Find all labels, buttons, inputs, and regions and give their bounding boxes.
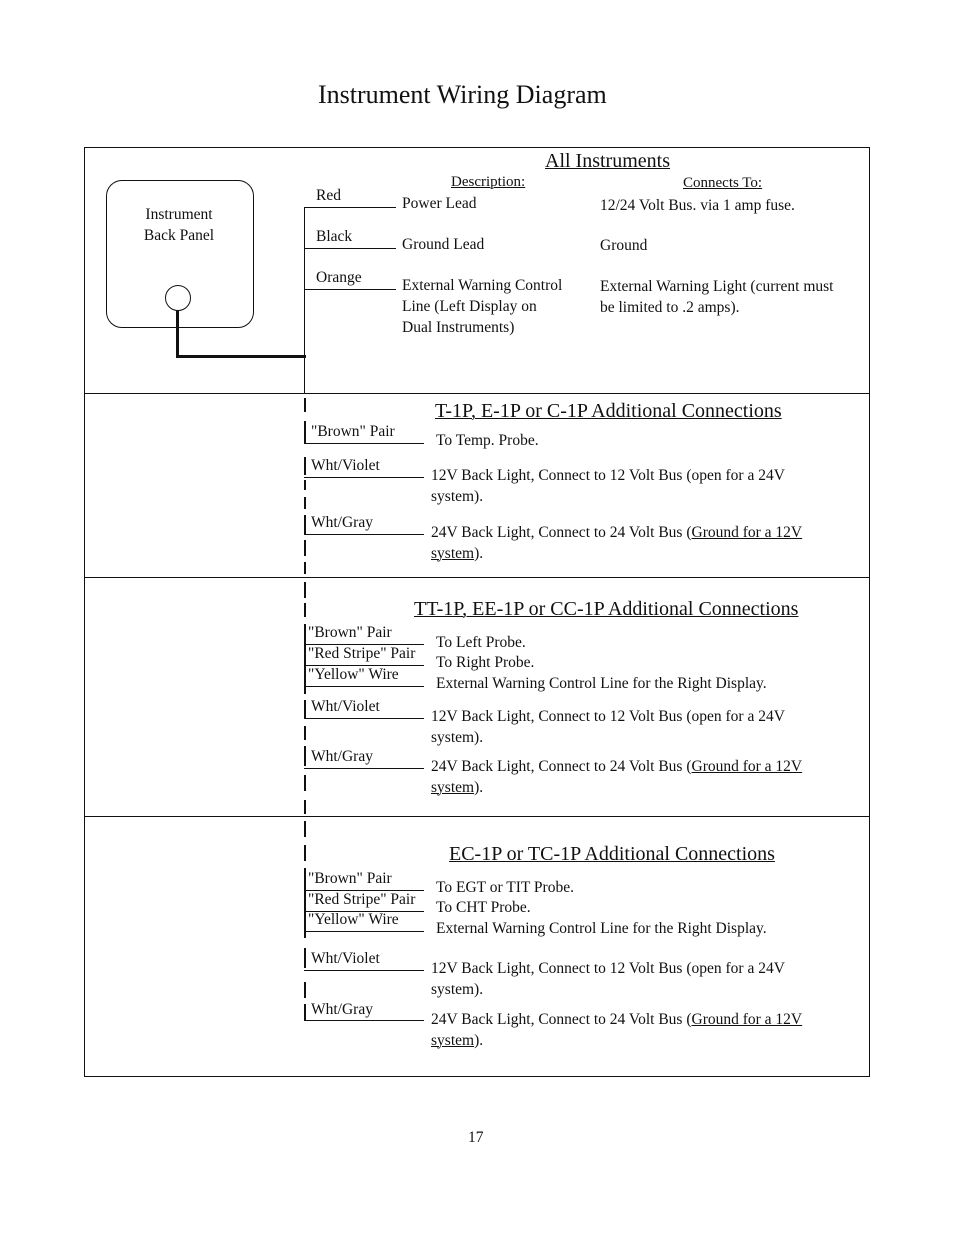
bus-dash xyxy=(304,948,306,968)
wire-label-red-stripe: "Red Stripe" Pair xyxy=(308,891,416,908)
wire-label-brown: "Brown" Pair xyxy=(308,870,392,887)
wire-label-yellow: "Yellow" Wire xyxy=(308,911,399,928)
red-stripe-description: To CHT Probe. xyxy=(436,899,531,916)
violet-description-line: system). xyxy=(431,488,484,505)
violet-description-line: system). xyxy=(431,981,484,998)
bus-dash xyxy=(304,497,306,509)
wire-label-red: Red xyxy=(316,187,341,204)
wire-line-yellow xyxy=(304,931,424,932)
violet-description-line: 12V Back Light, Connect to 12 Volt Bus (open for a 24V xyxy=(431,467,785,484)
page-number: 17 xyxy=(468,1129,484,1146)
gray-description-text: ). xyxy=(474,779,484,796)
wire-line-gray xyxy=(304,768,424,769)
panel-label-line1: Instrument xyxy=(145,206,213,223)
bus-dash xyxy=(304,821,306,837)
gray-description xyxy=(431,756,802,798)
page-title: Instrument Wiring Diagram xyxy=(318,80,607,109)
wire-line-black xyxy=(304,248,396,249)
gray-description-text: 24V Back Light, Connect to 24 Volt Bus ( xyxy=(431,758,692,775)
bus-dash xyxy=(304,1004,306,1020)
gray-description-text: 24V Back Light, Connect to 24 Volt Bus ( xyxy=(431,524,692,541)
bus-dash xyxy=(304,540,306,556)
bus-dash xyxy=(304,582,306,598)
wire-line-gray xyxy=(304,1020,424,1021)
brown-description: To Temp. Probe. xyxy=(436,432,539,449)
bus-dash xyxy=(304,726,306,740)
section-title-t1p: T-1P, E-1P or C-1P Additional Connections xyxy=(435,400,782,422)
bus-dash xyxy=(304,562,306,574)
wire-label-wht-violet: Wht/Violet xyxy=(311,950,380,967)
gray-description-text: 24V Back Light, Connect to 24 Volt Bus ( xyxy=(431,1011,692,1028)
wire-label-orange: Orange xyxy=(316,269,362,286)
connects-red: 12/24 Volt Bus. via 1 amp fuse. xyxy=(600,197,795,214)
section-title-all-instruments: All Instruments xyxy=(545,150,670,172)
connects-header: Connects To: xyxy=(683,175,763,191)
gray-description-underlined: Ground for a 12V xyxy=(691,524,803,541)
bus-dash xyxy=(304,775,306,791)
wire-line-orange xyxy=(304,289,396,290)
bus-dash xyxy=(304,982,306,998)
gray-description-underlined: system xyxy=(431,1032,475,1049)
bus-dash xyxy=(304,480,306,490)
description-orange-line: Line (Left Display on xyxy=(402,298,537,315)
wire-line-violet xyxy=(304,477,424,478)
description-header: Description: xyxy=(451,174,526,190)
section-divider xyxy=(85,577,869,578)
bus-line xyxy=(304,207,305,393)
violet-description xyxy=(431,706,785,748)
bus-dash xyxy=(304,746,306,766)
red-stripe-description: To Right Probe. xyxy=(436,654,535,671)
connects-orange-line: be limited to .2 amps). xyxy=(600,299,740,316)
wire-label-wht-violet: Wht/Violet xyxy=(311,457,380,474)
gray-description-text: ). xyxy=(474,1032,484,1049)
connects-black: Ground xyxy=(600,237,648,254)
wire-line-brown xyxy=(304,443,424,444)
wire-line-red xyxy=(304,207,396,208)
gray-description-underlined: Ground for a 12V xyxy=(691,758,803,775)
section-divider xyxy=(85,393,869,394)
wire-line-violet xyxy=(304,970,424,971)
yellow-description: External Warning Control Line for the Right Display. xyxy=(436,920,767,937)
harness-cable xyxy=(176,355,306,358)
bus-dash xyxy=(304,845,306,861)
section-divider xyxy=(85,816,869,817)
bus-dash xyxy=(304,515,306,535)
wire-label-black: Black xyxy=(316,228,353,245)
section-title-ec1p: EC-1P or TC-1P Additional Connections xyxy=(449,843,775,865)
connects-orange xyxy=(600,276,833,318)
wire-label-wht-gray: Wht/Gray xyxy=(311,514,373,531)
description-black: Ground Lead xyxy=(402,236,485,253)
description-red: Power Lead xyxy=(402,195,477,212)
wire-label-wht-gray: Wht/Gray xyxy=(311,1001,373,1018)
bus-dash xyxy=(304,421,306,444)
bus-dash xyxy=(304,398,306,412)
wire-label-yellow: "Yellow" Wire xyxy=(308,666,399,683)
wire-line-gray xyxy=(304,534,424,535)
wire-line-violet xyxy=(304,718,424,719)
wire-label-red-stripe: "Red Stripe" Pair xyxy=(308,645,416,662)
bus-dash xyxy=(304,457,306,475)
gray-description xyxy=(431,1009,802,1051)
wire-line-yellow xyxy=(304,686,424,687)
panel-label-line2: Back Panel xyxy=(143,227,215,244)
harness-cable xyxy=(176,311,179,357)
wire-label-wht-gray: Wht/Gray xyxy=(311,748,373,765)
brown-description: To EGT or TIT Probe. xyxy=(436,879,574,896)
violet-description-line: 12V Back Light, Connect to 12 Volt Bus (open for a 24V xyxy=(431,708,785,725)
yellow-description: External Warning Control Line for the Right Display. xyxy=(436,675,767,692)
bus-dash xyxy=(304,868,306,938)
gray-description-underlined: Ground for a 12V xyxy=(691,1011,803,1028)
violet-description xyxy=(431,958,785,1000)
wire-label-wht-violet: Wht/Violet xyxy=(311,698,380,715)
gray-description xyxy=(431,522,802,564)
violet-description-line: system). xyxy=(431,729,484,746)
bus-dash xyxy=(304,603,306,617)
description-orange xyxy=(402,275,562,338)
description-orange-line: External Warning Control xyxy=(402,277,563,294)
violet-description-line: 12V Back Light, Connect to 12 Volt Bus (open for a 24V xyxy=(431,960,785,977)
gray-description-underlined: system xyxy=(431,779,475,796)
violet-description xyxy=(431,465,785,507)
connects-orange-line: External Warning Light (current must xyxy=(600,278,834,295)
connector-knob-icon xyxy=(165,285,191,311)
brown-description: To Left Probe. xyxy=(436,634,526,651)
section-title-tt1p: TT-1P, EE-1P or CC-1P Additional Connections xyxy=(414,598,799,620)
wire-label-brown: "Brown" Pair xyxy=(311,423,395,440)
description-orange-line: Dual Instruments) xyxy=(402,319,515,336)
panel-label xyxy=(106,204,252,246)
bus-dash xyxy=(304,800,306,814)
gray-description-underlined: system xyxy=(431,545,475,562)
bus-dash xyxy=(304,700,306,718)
wire-label-brown: "Brown" Pair xyxy=(308,624,392,641)
bus-dash xyxy=(304,624,306,694)
gray-description-text: ). xyxy=(474,545,484,562)
